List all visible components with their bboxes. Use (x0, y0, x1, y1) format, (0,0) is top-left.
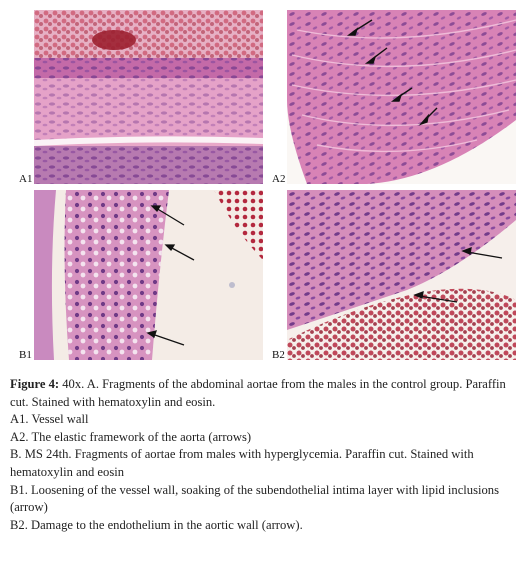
caption-line-b: B. MS 24th. Fragments of aortae from males with hyperglycemia. Paraffin cut. Stained with hematoxylin and eosin (10, 447, 474, 479)
figure-caption (10, 376, 522, 534)
micrograph-a1 (34, 10, 263, 184)
caption-line-b1: B1. Loosening of the vessel wall, soaking of the subendothelial intima layer with lipid inclusions (arrow) (10, 482, 499, 515)
micrograph-a2 (287, 10, 516, 184)
figure-label: Figure 4: (10, 377, 60, 391)
caption-line-b2: B2. Damage to the endothelium in the aortic wall (arrow). (10, 517, 303, 532)
caption-line-a1: A1. Vessel wall (10, 412, 89, 427)
micrograph-b1 (34, 190, 263, 360)
caption-lead (10, 376, 522, 411)
panel-label-b2: B2 (272, 349, 285, 361)
caption-lead-text: 40x. A. Fragments of the abdominal aortae from the males in the control group. Paraffin cut. Stained with hematoxylin and eosin. (10, 377, 506, 409)
panel-label-b1: B1 (19, 349, 32, 361)
caption-line-a2: A2. The elastic framework of the aorta (arrows) (10, 429, 252, 444)
panel-label-a2: A2 (272, 173, 286, 185)
micrograph-b2 (287, 190, 516, 360)
panel-label-a1: A1 (19, 173, 33, 185)
